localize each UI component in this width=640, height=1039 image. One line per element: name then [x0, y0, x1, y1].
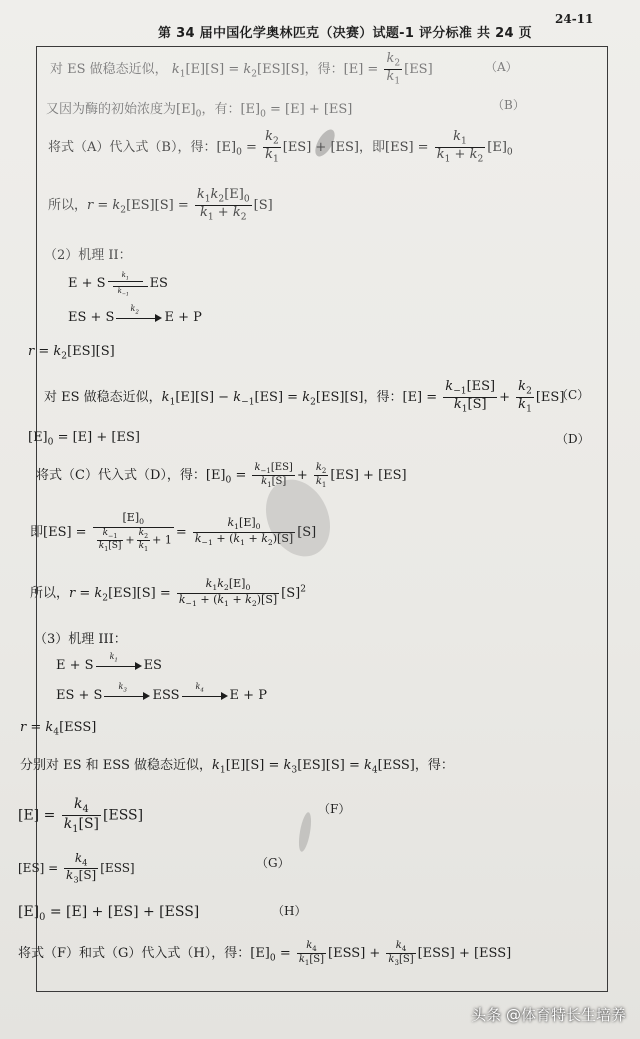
equation-line-9: 分别对 ES 和 ESS 做稳态近似，$k_1[E][S] = k_3[ES][S] = k_4[ESS]$，得：: [20, 758, 454, 776]
equation-line-d: $[E]_0 = [E] + [ES]$: [28, 430, 140, 448]
equation-line-10: 将式（F）和式（G）代入式（H），得：$[E]_0$ = $\frac{k_4}{k_1[S]}$ [ESS] + $\frac{k_4}{k_3[S]}$ [ESS] + [ESS]: [18, 940, 512, 968]
equation-line-3: 将式（A）代入式（B），得：$[E]_0$ = $\frac{k_2}{k_1}$ [ES] + [ES]，即[ES] = $\frac{k_1}{k_1 + k_2}$ $[E]_0$: [48, 129, 513, 165]
equation-line-8: 所以，$r = k_2[ES][S]$ = $\frac{k_1k_2[E]_0}{k_{-1} + (k_1 + k_2)[S]}$ $[S]^2$: [30, 577, 307, 609]
watermark: 头条 @体育特长生培养: [471, 1006, 626, 1024]
equation-line-1: 对 ES 做稳态近似， $k_1[E][S] = k_2[ES][S]$，得：[E] = $\frac{k_2}{k_1}$ [ES]: [50, 51, 433, 87]
reaction-2a: E + S $k_1$ $k_{-1}$ ES: [68, 270, 168, 297]
mechanism-3-heading: （3）机理 III：: [34, 632, 127, 647]
equation-tag-c: （C）: [556, 388, 590, 402]
equation-g: [ES] = $\frac{k_4}{k_3[S]}$ [ESS]: [18, 851, 135, 885]
reaction-3b: ES + S $k_3$ ESS $k_4$ E + P: [56, 681, 267, 703]
mechanism-2-heading: （2）机理 II：: [44, 248, 132, 263]
reaction-2b: ES + S $k_2$ E + P: [68, 303, 202, 325]
rate-law-2: $r = k_2[ES][S]$: [28, 344, 115, 362]
equation-line-6: 将式（C）代入式（D），得：$[E]_0$ = $\frac{k_{-1}[ES]}{k_1[S]}$ + $\frac{k_2}{k_1}$ [ES] + [ES]: [36, 462, 407, 490]
page-reference: 24-11: [555, 12, 594, 26]
equation-tag-h: （H）: [272, 904, 307, 918]
reaction-3a: E + S $k_1$ ES: [56, 651, 162, 673]
rate-law-3: $r = k_4[ESS]$: [20, 720, 97, 738]
equation-tag-f: （F）: [318, 802, 351, 816]
equation-tag-a: （A）: [485, 60, 518, 74]
equation-tag-b: （B）: [492, 98, 525, 112]
equation-line-7: 即[ES] = $[E]_0$ $\frac{k_{-1}}{k_1[S]}$ + $\frac{k_2}{k_1}$ + 1 = $\frac{k_1[E]_0}{k_{-1} + (k_1 + k_2)[S]}$ [S]: [30, 511, 317, 553]
exam-title: 第 34 届中国化学奥林匹克（决赛）试题-1 评分标准 共 24 页: [158, 26, 532, 41]
equation-line-4: 所以，$r = k_2[ES][S]$ = $\frac{k_1k_2[E]_0}{k_1 + k_2}$ [S]: [48, 187, 273, 223]
equation-f: [E] = $\frac{k_4}{k_1[S]}$ [ESS]: [18, 796, 144, 835]
equation-line-5: 对 ES 做稳态近似，$k_1[E][S] - k_{-1}[ES] = k_2[ES][S]$，得：[E] = $\frac{k_{-1}[ES]}{k_1[S]}$ + $\frac{k_2}{k_1}$ [ES]: [44, 379, 565, 415]
equation-line-2: 又因为酶的初始浓度为$[E]_0$，有：$[E]_0 = [E] + [ES]$: [46, 102, 353, 120]
equation-h: $[E]_0 = [E] + [ES] + [ESS]$: [18, 904, 200, 923]
equation-tag-d: （D）: [556, 432, 590, 446]
equation-tag-g: （G）: [256, 856, 290, 870]
